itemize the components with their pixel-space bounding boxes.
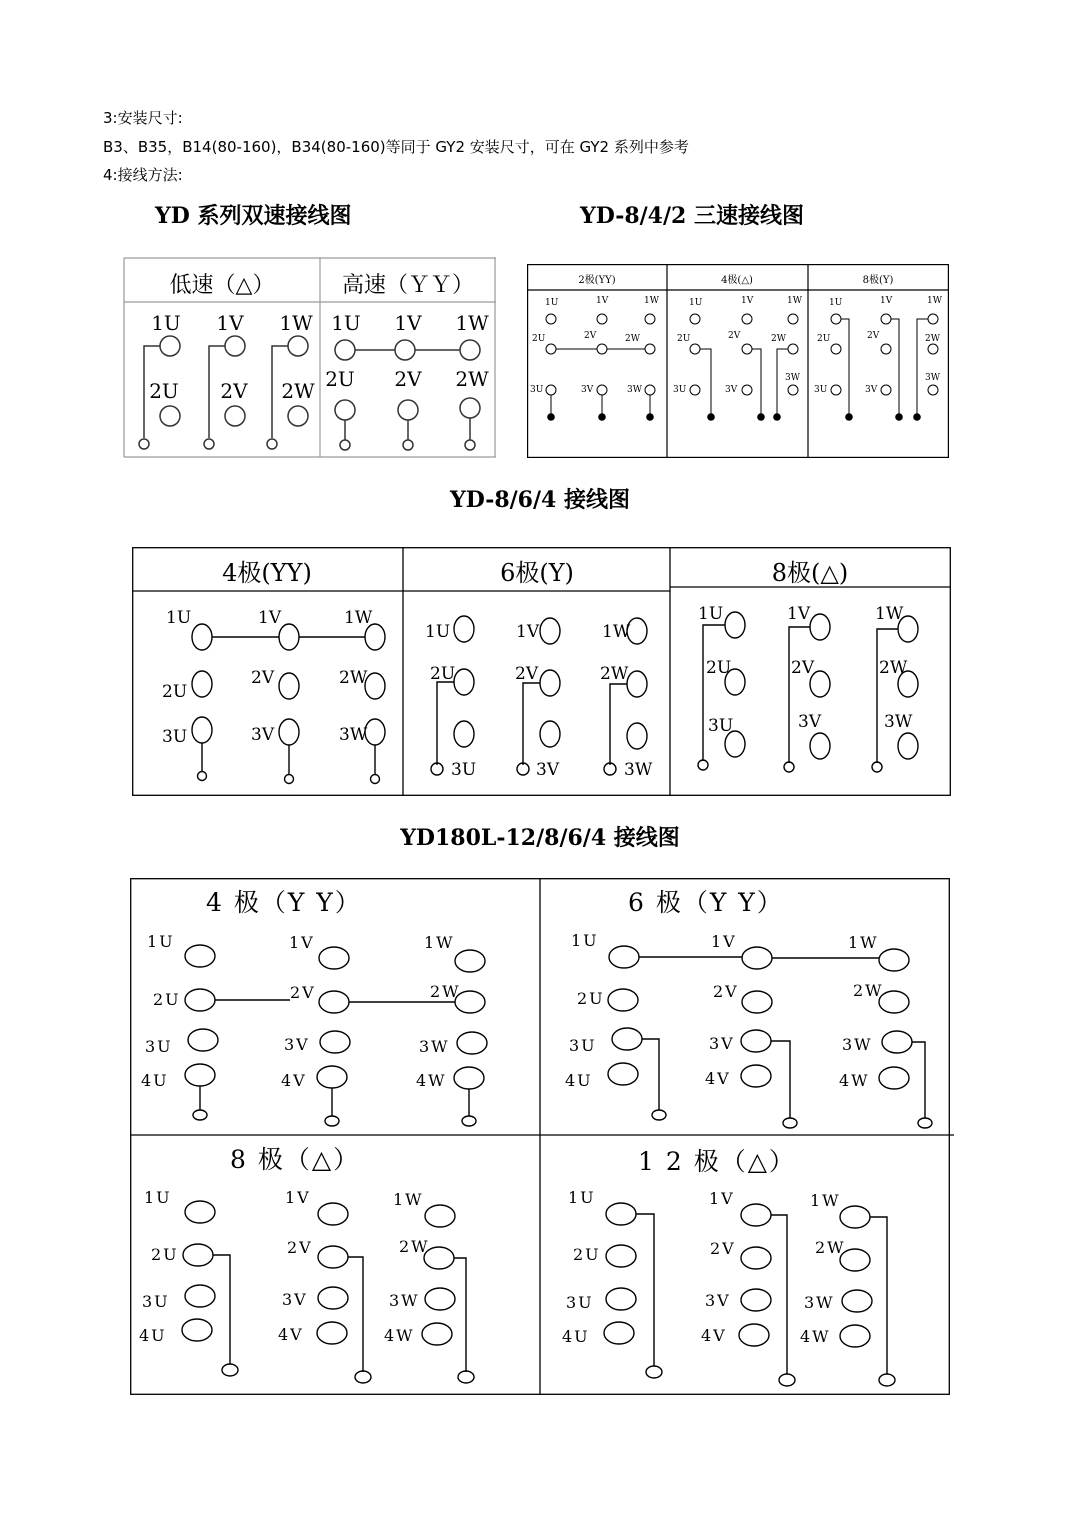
d4-p2-3u: 3U	[569, 1036, 597, 1055]
d4-p2-1w: 1W	[848, 933, 879, 952]
d3-p1-2u: 2U	[162, 682, 188, 702]
d2-p1-1w: 1W	[644, 296, 659, 306]
d1-header-high: 高速（ＹＹ）	[341, 273, 475, 298]
d3-p1-1v: 1V	[258, 608, 282, 628]
d4-p1-1w: 1W	[424, 933, 455, 952]
d4-p4-1w: 1W	[810, 1191, 841, 1210]
d1-low-2v: 2V	[220, 379, 248, 403]
d4-p2-2v: 2V	[713, 982, 739, 1001]
d2-p3-1u: 1U	[829, 298, 843, 308]
d3-p1-2w: 2W	[339, 668, 368, 688]
d3-p2-2v: 2V	[515, 664, 539, 684]
d4-p2-3v: 3V	[709, 1034, 735, 1053]
d4-header-6p: 6 极（Y Y）	[628, 888, 784, 917]
d4-p4-2v: 2V	[710, 1239, 736, 1258]
d3-p3-3w: 3W	[884, 712, 913, 732]
d4-p3-1w: 1W	[393, 1190, 424, 1209]
d2-p2-1w: 1W	[787, 296, 802, 306]
d3-p1-3u: 3U	[162, 727, 188, 747]
d4-p1-4u: 4U	[141, 1071, 169, 1090]
d2-p1-3u: 3U	[530, 385, 544, 395]
d4-p2-3w: 3W	[842, 1035, 873, 1054]
d3-p1-3w: 3W	[339, 725, 368, 745]
d4-p3-4v: 4V	[278, 1325, 304, 1344]
d2-p2-2u: 2U	[677, 334, 691, 344]
d4-header-12p: 1 2 极（△）	[638, 1147, 796, 1176]
d2-p2-3w: 3W	[785, 373, 800, 383]
d3-p3-1w: 1W	[875, 604, 904, 624]
d3-p2-1u: 1U	[425, 622, 451, 642]
d4-p1-3u: 3U	[145, 1037, 173, 1056]
d1-low-1v: 1V	[216, 311, 244, 335]
d2-p1-1v: 1V	[596, 296, 609, 306]
d2-p1-3w: 3W	[627, 385, 642, 395]
diagram-yd-864	[132, 547, 951, 796]
d4-p3-2v: 2V	[287, 1238, 313, 1257]
diagram-yd-842	[527, 264, 949, 458]
d1-low-2w: 2W	[281, 379, 315, 403]
d4-p1-3v: 3V	[284, 1035, 310, 1054]
d4-p3-1v: 1V	[285, 1188, 311, 1207]
d3-p1-2v: 2V	[251, 668, 275, 688]
d4-p1-4v: 4V	[281, 1071, 307, 1090]
d4-p2-1v: 1V	[711, 932, 737, 951]
d3-p2-3w: 3W	[624, 760, 653, 780]
d2-p3-2w: 2W	[925, 334, 940, 344]
d3-p3-1v: 1V	[787, 604, 811, 624]
d3-p2-3u: 3U	[451, 760, 477, 780]
d3-p2-1w: 1W	[602, 622, 631, 642]
d2-p2-3u: 3U	[673, 385, 687, 395]
d4-p2-2u: 2U	[577, 989, 605, 1008]
d2-p3-3u: 3U	[814, 385, 828, 395]
d4-p1-1u: 1U	[147, 932, 175, 951]
d4-p3-2w: 2W	[399, 1237, 430, 1256]
d4-p2-1u: 1U	[571, 931, 599, 950]
d2-p1-3v: 3V	[581, 385, 594, 395]
d2-header-8p: 8极(Y)	[862, 275, 894, 286]
d2-p3-3v: 3V	[865, 385, 878, 395]
d2-p1-2u: 2U	[532, 334, 546, 344]
d4-p3-2u: 2U	[151, 1245, 179, 1264]
d3-p2-2w: 2W	[600, 664, 629, 684]
d3-p1-1w: 1W	[344, 608, 373, 628]
d2-p2-2w: 2W	[771, 334, 786, 344]
d4-p1-4w: 4W	[416, 1071, 447, 1090]
d4-p4-1u: 1U	[568, 1188, 596, 1207]
d4-p2-4u: 4U	[565, 1071, 593, 1090]
title-yd180: YD180L-12/8/6/4 接线图	[400, 825, 680, 851]
d4-p3-4w: 4W	[384, 1326, 415, 1345]
d3-p2-1v: 1V	[516, 622, 540, 642]
d4-p3-1u: 1U	[144, 1188, 172, 1207]
d4-p3-3u: 3U	[142, 1292, 170, 1311]
d3-header-8p: 8极(△)	[771, 559, 849, 587]
d4-p4-4u: 4U	[562, 1327, 590, 1346]
d2-p2-2v: 2V	[728, 331, 741, 341]
d4-p3-3v: 3V	[282, 1290, 308, 1309]
d2-p2-1u: 1U	[689, 298, 703, 308]
d3-p3-2w: 2W	[879, 658, 908, 678]
d4-p3-4u: 4U	[139, 1326, 167, 1345]
d2-p1-2w: 2W	[625, 334, 640, 344]
d2-p3-2u: 2U	[817, 334, 831, 344]
d1-high-2v: 2V	[394, 367, 422, 391]
d4-p1-2u: 2U	[153, 990, 181, 1009]
d2-p3-2v: 2V	[867, 331, 880, 341]
d4-p3-3w: 3W	[389, 1291, 420, 1310]
d4-p2-4w: 4W	[839, 1071, 870, 1090]
d2-p1-1u: 1U	[545, 298, 559, 308]
d1-low-1u: 1U	[151, 311, 181, 335]
d4-p2-2w: 2W	[853, 981, 884, 1000]
diagram-yd180	[130, 878, 950, 1395]
d2-p3-3w: 3W	[925, 373, 940, 383]
d3-p3-2v: 2V	[791, 658, 815, 678]
d4-p4-3w: 3W	[804, 1293, 835, 1312]
d4-p4-2w: 2W	[815, 1238, 846, 1257]
d4-p1-2v: 2V	[290, 983, 316, 1002]
d3-header-4p: 4极(YY)	[222, 559, 312, 587]
d2-header-2p: 2极(YY)	[578, 275, 616, 286]
d3-p3-1u: 1U	[698, 604, 724, 624]
diagram-yd-dual	[124, 258, 496, 458]
d2-p1-2v: 2V	[584, 331, 597, 341]
d4-p4-2u: 2U	[573, 1245, 601, 1264]
d1-low-1w: 1W	[279, 311, 313, 335]
d2-p3-1w: 1W	[927, 296, 942, 306]
intro-line-dimensions: B3、B35，B14(80-160)，B34(80-160)等同于 GY2 安装尺寸，可在 GY2 系列中参考	[103, 138, 689, 156]
d3-p3-2u: 2U	[706, 658, 732, 678]
d4-p1-3w: 3W	[419, 1037, 450, 1056]
d4-header-8p: 8 极（△）	[230, 1145, 361, 1174]
d4-header-4p: 4 极（Y Y）	[206, 888, 362, 917]
d4-p4-4w: 4W	[800, 1327, 831, 1346]
d4-p2-4v: 4V	[705, 1069, 731, 1088]
d3-p3-3v: 3V	[798, 712, 822, 732]
d4-p4-1v: 1V	[709, 1189, 735, 1208]
d3-header-6p: 6极(Y)	[500, 559, 574, 587]
d3-p2-2u: 2U	[430, 664, 456, 684]
d2-p2-3v: 3V	[725, 385, 738, 395]
intro-line-wiring: 4:接线方法:	[103, 166, 183, 184]
d3-p2-3v: 3V	[536, 760, 560, 780]
d2-p3-1v: 1V	[880, 296, 893, 306]
d3-p1-1u: 1U	[166, 608, 192, 628]
title-yd-864: YD-8/6/4 接线图	[450, 487, 630, 513]
d1-low-2u: 2U	[149, 379, 179, 403]
title-yd-dual-speed: YD 系列双速接线图	[155, 203, 352, 229]
d4-p1-1v: 1V	[289, 933, 315, 952]
d1-high-2u: 2U	[325, 367, 355, 391]
d4-p4-3u: 3U	[566, 1293, 594, 1312]
d1-high-1u: 1U	[331, 311, 361, 335]
d2-header-4p: 4极(△)	[721, 275, 753, 286]
d1-high-1v: 1V	[394, 311, 422, 335]
d3-p1-3v: 3V	[251, 725, 275, 745]
d1-high-1w: 1W	[455, 311, 489, 335]
d4-p4-3v: 3V	[705, 1291, 731, 1310]
d2-p2-1v: 1V	[741, 296, 754, 306]
d3-p3-3u: 3U	[708, 716, 734, 736]
d4-p1-2w: 2W	[430, 982, 461, 1001]
title-yd-842: YD-8/4/2 三速接线图	[580, 203, 804, 229]
d1-high-2w: 2W	[455, 367, 489, 391]
d4-p4-4v: 4V	[701, 1326, 727, 1345]
d1-header-low: 低速（△）	[169, 273, 275, 298]
intro-line-install: 3:安装尺寸:	[103, 109, 183, 127]
